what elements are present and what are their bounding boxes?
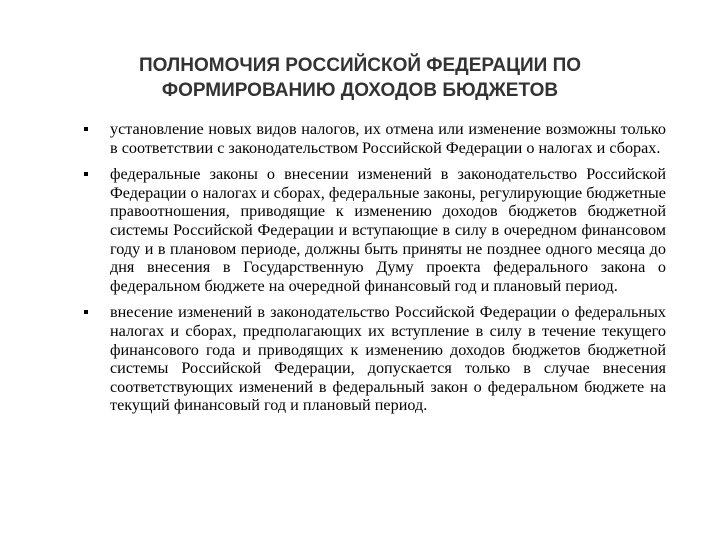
bullet-item-3 xyxy=(84,303,666,415)
slide-title-line-1: ПОЛНОМОЧИЯ РОССИЙСКОЙ ФЕДЕРАЦИИ ПО xyxy=(138,54,582,76)
bullet-text-1: установление новых видов налогов, их отмена или изменение возможны только в соответствии с законодательством Российской Федерации о налогах и сборах. xyxy=(110,120,666,157)
bullet-text-2: федеральные законы о внесении изменений в законодательство Российской Федерации о налогах и сборах, федеральные законы, регулирующие бюджетные правоотношения, приводящие к изменению доходов бюджетов бюджетной системы Российской Федерации и вступающие в силу в очередном финансовом году и в плановом периоде, должны быть приняты не позднее одного месяца до дня внесения в Государственную Думу проекта федерального закона о федеральном бюджете на очередной финансовый год и плановый период. xyxy=(110,165,666,295)
bullet-icon xyxy=(84,127,88,131)
slide-title-line-2: ФОРМИРОВАНИЮ ДОХОДОВ БЮДЖЕТОВ xyxy=(161,79,559,101)
bullet-text-3: внесение изменений в законодательство Российской Федерации о федеральных налогах и сборах, предполагающих их вступление в силу в течение текущего финансового года и приводящих к изменению доходов бюджетов бюджетной системы Российской Федерации, допускается только в случае внесения соответствующих изменений в федеральный закон о федеральном бюджете на текущий финансовый год и плановый период. xyxy=(110,303,666,415)
slide-title xyxy=(60,53,660,103)
bullet-icon xyxy=(84,172,88,176)
bullet-item-2 xyxy=(84,165,666,295)
bullet-list xyxy=(84,120,666,423)
bullet-icon xyxy=(84,310,88,314)
bullet-item-1 xyxy=(84,120,666,157)
